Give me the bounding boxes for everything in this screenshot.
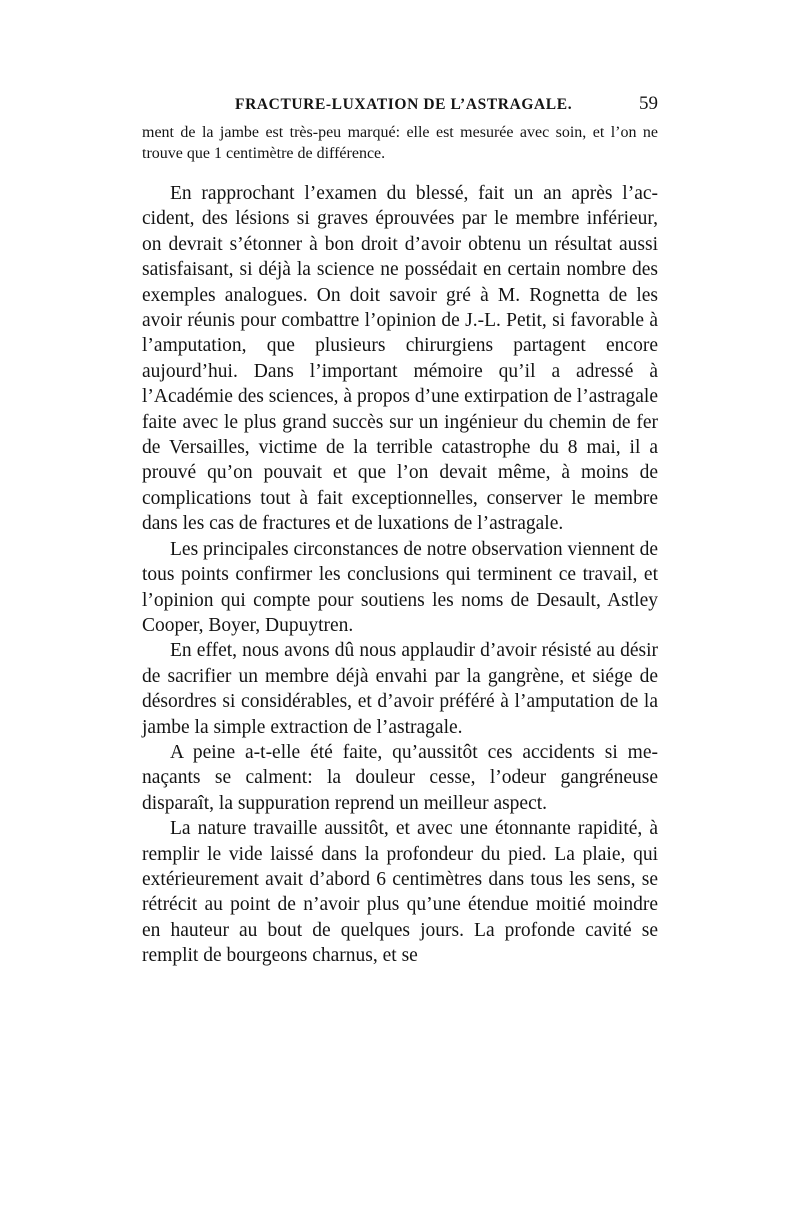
paragraph-a-peine: A peine a-t-elle été faite, qu’aussitôt ces accidents si menaçants se calment: la douleur cesse, l’odeur gangréneuse disparaît, la suppuration reprend un meilleur aspect. <box>142 741 658 814</box>
paragraph-examen: En rapprochant l’examen du blessé, fait un an après l’accident, des lésions si graves éprouvées par le membre inférieur, on devrait s’étonner à bon droit d’avoir obtenu un résultat aussi satisfaisant, si déjà la science ne possédait en certain nombre des exemples analogues. On doit savoir gré à M. Rognetta de les avoir réunis pour combattre l’opinion de J.-L. Petit, si favorable à l’amputation, que plusieurs chirurgiens partagent encore aujourd’hui. Dans l’important mémoire qu’il a adressé à l’Académie des sciences, à propos d’une extirpation de l’astragale faite avec le plus grand succès sur un ingénieur du chemin de fer de Versailles, victime de la terrible catastrophe du 8 mai, il a prouvé qu’on pouvait et que l’on devait même, à moins de complications tout à fait exceptionnelles, conserver le membre dans les cas de fractures et de luxations de l’astragale. <box>142 183 658 535</box>
paragraph-nature: La nature travaille aussitôt, et avec une étonnante rapidité, à remplir le vide laissé dans la profondeur du pied. La plaie, qui extérieurement avait d’abord 6 centimètres dans tous les sens, se rétrécit au point de n’avoir plus qu’une étendue moitié moindre en hauteur au bout de quelques jours. La profonde cavité se remplit de bourgeons charnus, et se <box>142 818 658 967</box>
paragraph-continuation: ment de la jambe est très-peu marqué: elle est mesurée avec soin, et l’on ne trouve que 1 centimètre de différence. <box>142 124 658 162</box>
paragraph-circonstances: Les principales circonstances de notre observation viennent de tous points confirmer les conclusions qui terminent ce travail, et l’opinion qui compte pour soutiens les noms de Desault, Astley Cooper, Boyer, Dupuytren. <box>142 538 658 636</box>
paragraph-en-effet: En effet, nous avons dû nous applaudir d’avoir résisté au désir de sacrifier un membre déjà envahi par la gangrène, et siége de désordres si considérables, et d’avoir préféré à l’amputation de la jambe la simple extraction de l’astragale. <box>142 640 658 738</box>
page-header <box>142 92 658 122</box>
book-page <box>142 92 658 969</box>
running-title: FRACTURE-LUXATION DE L’ASTRAGALE. <box>235 96 573 113</box>
page-number: 59 <box>639 93 658 114</box>
